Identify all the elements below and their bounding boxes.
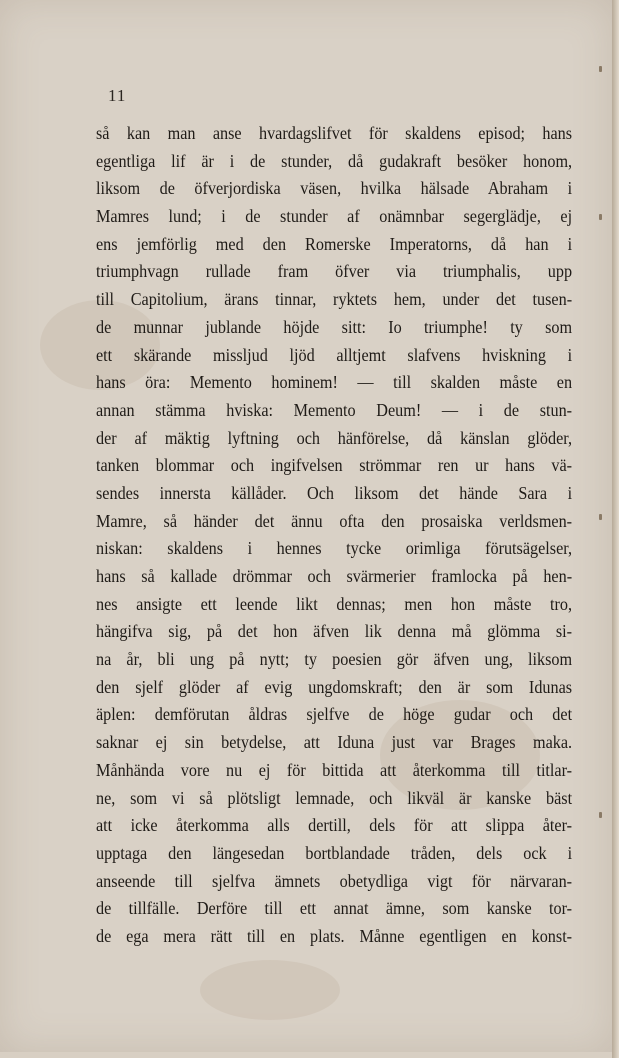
text-line: hängifva sig, på det hon äfven lik denna må glömma si- xyxy=(96,621,573,642)
text-line: upptaga den längesedan bortblandade tråden, dels ock i xyxy=(96,842,573,863)
text-line: der af mäktig lyftning och hänförelse, då känslan glöder, xyxy=(96,427,573,448)
text-line: sendes innersta källåder. Och liksom det hände Sara i xyxy=(96,482,573,503)
text-line: hans öra: Memento hominem! — till skalden måste en xyxy=(96,372,573,393)
text-line: nes ansigte ett leende likt dennas; men hon måste tro, xyxy=(96,593,573,614)
margin-mark xyxy=(599,514,602,520)
text-line: annan stämma hviska: Memento Deum! — i de stun- xyxy=(96,399,573,420)
text-line: att icke återkomma alls dertill, dels för att slippa åter- xyxy=(96,815,573,836)
text-line: niskan: skaldens i hennes tycke orimliga förutsägelser, xyxy=(96,538,573,559)
margin-mark xyxy=(599,214,602,220)
text-line: ett skärande missljud ljöd alltjemt slafvens hviskning i xyxy=(96,344,573,365)
text-line: den sjelf glöder af evig ungdomskraft; den är som Idunas xyxy=(96,676,573,697)
text-line: anseende till sjelfva ämnets obetydliga vigt för närvaran- xyxy=(96,870,573,891)
margin-mark xyxy=(599,66,602,72)
text-line: Månhända vore nu ej för bittida att återkomma till titlar- xyxy=(96,759,573,780)
text-line: ne, som vi så plötsligt lemnade, och likväl är kanske bäst xyxy=(96,787,573,808)
paper-stain xyxy=(200,960,340,1020)
text-line: tanken blommar och ingifvelsen strömmar ren ur hans vä- xyxy=(96,455,573,476)
text-line: de tillfälle. Derföre till ett annat ämne, som kanske tor- xyxy=(96,898,573,919)
page-number: 11 xyxy=(108,86,127,105)
text-line: na år, bli ung på nytt; ty poesien gör äfven ung, liksom xyxy=(96,649,573,670)
text-line: egentliga lif är i de stunder, då gudakraft besöker honom, xyxy=(96,150,573,171)
text-line: Mamres lund; i de stunder af onämnbar segerglädje, ej xyxy=(96,206,573,227)
text-line: de munnar jublande höjde sitt: Io triumphe! ty som xyxy=(96,316,573,337)
text-line: saknar ej sin betydelse, att Iduna just var Brages maka. xyxy=(96,732,573,753)
text-line: äplen: demförutan åldras sjelfve de höge gudar och det xyxy=(96,704,573,725)
text-line: ens jemförlig med den Romerske Imperatorns, då han i xyxy=(96,233,573,254)
text-line: till Capitolium, ärans tinnar, ryktets hem, under det tusen- xyxy=(96,289,573,310)
margin-mark xyxy=(599,812,602,818)
text-line: liksom de öfverjordiska väsen, hvilka hälsade Abraham i xyxy=(96,178,573,199)
body-text xyxy=(96,120,572,951)
page-edge xyxy=(612,0,619,1058)
text-line: hans så kallade drömmar och svärmerier framlocka på hen- xyxy=(96,566,573,586)
text-line: så kan man anse hvardagslifvet för skaldens episod; hans xyxy=(96,123,573,143)
text-line: Mamre, så händer det ännu ofta den prosaiska verldsmen- xyxy=(96,510,573,531)
text-line: triumphvagn rullade fram öfver via triumphalis, upp xyxy=(96,261,573,282)
text-line: de ega mera rätt till en plats. Månne egentligen en konst- xyxy=(96,925,573,946)
